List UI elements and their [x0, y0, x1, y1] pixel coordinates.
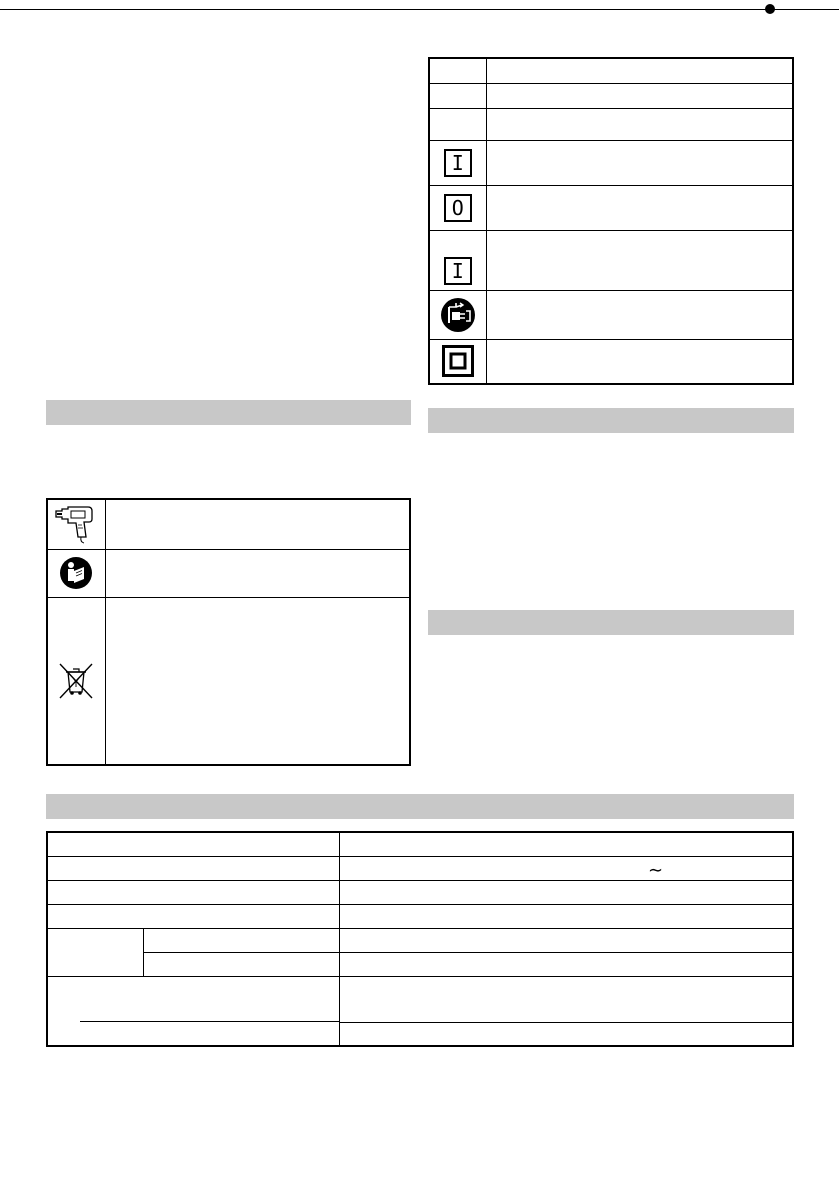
table-row — [47, 856, 793, 880]
switch-on-icon: I — [444, 149, 472, 177]
table-row — [47, 499, 410, 549]
switch-off-icon: O — [444, 194, 472, 222]
cut-line — [0, 9, 839, 10]
section-header-bar — [46, 794, 794, 819]
disconnect-plug-icon — [440, 297, 476, 333]
warning-symbols-table — [46, 498, 411, 766]
table-row — [429, 230, 793, 290]
switch-on-icon: I — [444, 257, 472, 285]
table-row — [429, 108, 793, 140]
table-row — [47, 880, 793, 904]
table-row — [429, 290, 793, 339]
ac-symbol: ∼ — [648, 860, 664, 881]
read-manual-icon — [59, 556, 93, 590]
crossed-out-bin-icon — [58, 662, 94, 700]
cut-mark — [765, 4, 775, 14]
table-row — [47, 976, 793, 1022]
table-row — [47, 832, 793, 856]
section-header-bar — [428, 408, 794, 433]
specifications-table — [46, 831, 794, 1047]
class-ii-double-insulation-icon — [442, 345, 474, 377]
section-header-bar — [46, 400, 411, 425]
table-row — [47, 928, 793, 952]
sub-row-divider — [80, 1021, 339, 1022]
table-row — [47, 549, 410, 597]
symbols-table — [428, 57, 794, 385]
power-tool-icon — [54, 503, 98, 545]
table-row — [429, 339, 793, 384]
table-row — [429, 185, 793, 230]
section-header-bar — [428, 610, 794, 635]
table-row — [47, 904, 793, 928]
table-row — [429, 140, 793, 185]
table-row — [47, 597, 410, 765]
table-row — [429, 83, 793, 108]
table-row — [47, 1022, 793, 1046]
table-row — [47, 952, 793, 976]
table-row — [429, 58, 793, 83]
